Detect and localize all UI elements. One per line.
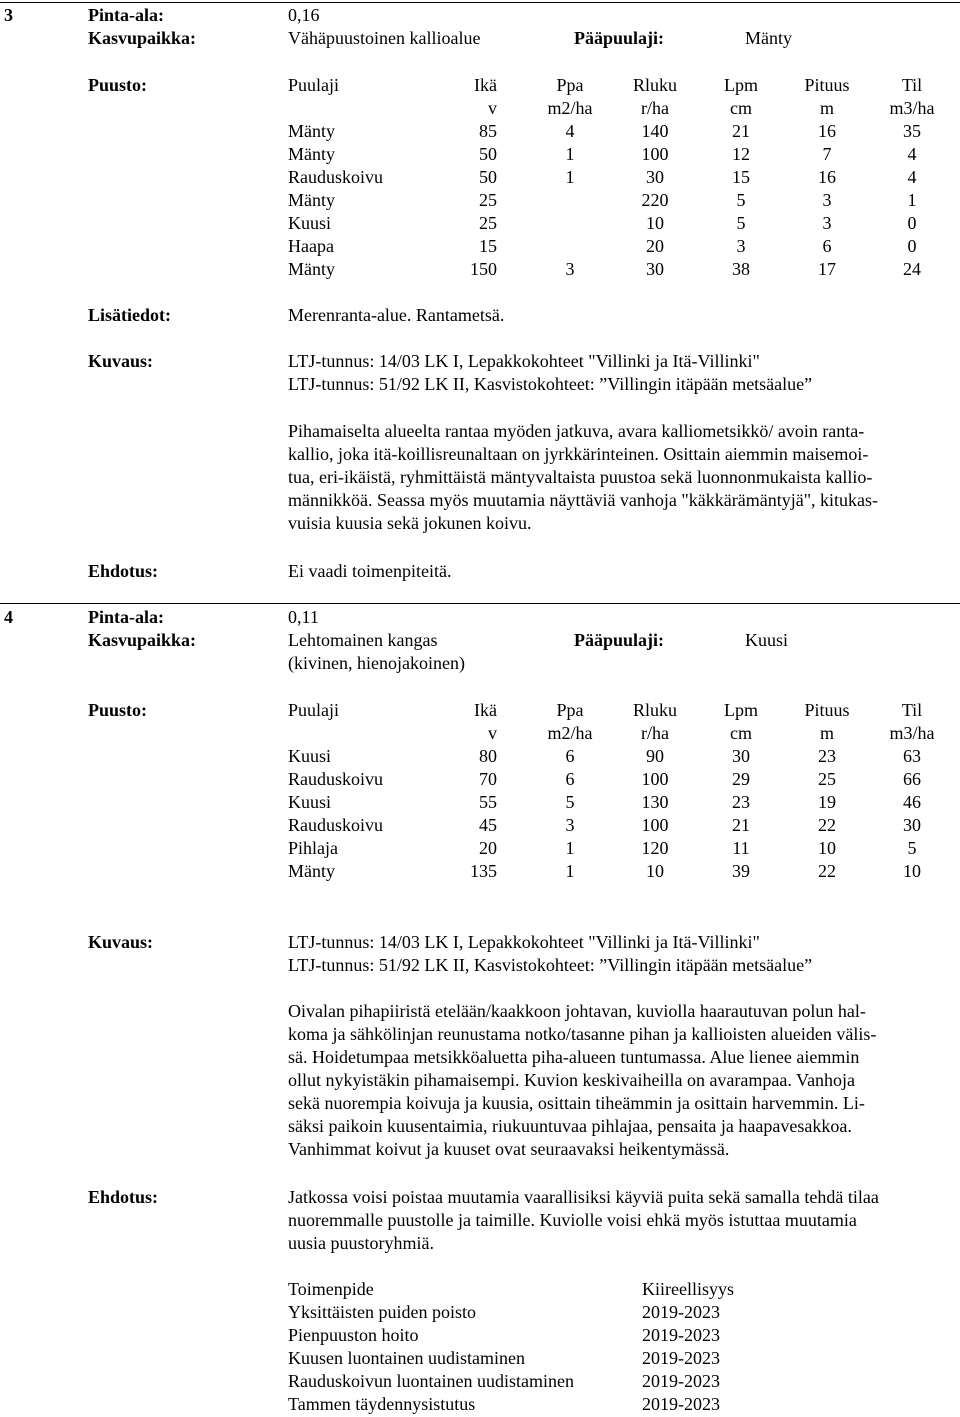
table-cell: 5 — [736, 190, 746, 210]
description-line: sekä nuorempia koivuja ja kuusia, osittain tiheämmin ja osittain harvemmin. Li- — [288, 1093, 865, 1113]
table-cell: 24 — [903, 259, 921, 279]
table-cell: 35 — [903, 121, 921, 141]
table-unit-cell: m3/ha — [889, 723, 935, 743]
description-ref-1: LTJ-tunnus: 14/03 LK I, Lepakkokohteet "Villinki ja Itä-Villinki" — [288, 932, 760, 952]
table-cell: 4 — [565, 121, 575, 141]
description-line: Vanhimmat koivut ja kuuset ovat seuraavaksi heikentymässä. — [288, 1139, 730, 1159]
table-cell: Mänty — [288, 861, 335, 881]
area-value: 0,11 — [288, 607, 319, 627]
site-value: Vähäpuustoinen kallioalue — [288, 28, 481, 48]
table-cell: 46 — [903, 792, 921, 812]
table-cell: 19 — [818, 792, 836, 812]
section-number: 3 — [4, 5, 13, 25]
proposal-line: uusia puustoryhmiä. — [288, 1233, 434, 1253]
description-line: koma ja sähkölinjan reunustama notko/tasanne pihan ja kallioisten alueiden välis- — [288, 1024, 877, 1044]
description-line: kallio, joka itä-koillisreunaltaan on jyrkkärinteinen. Osittain aiemmin maisemoi- — [288, 444, 869, 464]
table-unit-cell: cm — [730, 98, 752, 118]
description-ref-2: LTJ-tunnus: 51/92 LK II, Kasvistokohteet: ”Villingin itäpään metsäalue” — [288, 955, 813, 975]
proposal-label: Ehdotus: — [88, 1187, 159, 1207]
description-line: männikköä. Seassa myös muutamia näyttäviä vanhoja "käkkärämäntyjä", kitukas- — [288, 490, 879, 510]
measures-header-cell: Toimenpide — [288, 1279, 374, 1299]
table-header-cell: Ikä — [474, 700, 497, 720]
table-cell: 30 — [903, 815, 921, 835]
area-label: Pinta-ala: — [88, 607, 164, 627]
description-line: tua, eri-ikäistä, ryhmittäistä mäntyvaltaista puustoa sekä luonnonmukaista kallio- — [288, 467, 873, 487]
table-cell: 0 — [907, 236, 917, 256]
table-cell: 100 — [641, 144, 669, 164]
measures-cell: Kuusen luontainen uudistaminen — [288, 1348, 525, 1368]
measures-cell: Rauduskoivun luontainen uudistaminen — [288, 1371, 574, 1391]
table-cell: 20 — [479, 838, 497, 858]
description-line: ollut nykyistäkin pihamaisempi. Kuvion keskivaiheilla on avarampaa. Vanhoja — [288, 1070, 856, 1090]
table-unit-cell: m — [819, 98, 834, 118]
table-cell: Kuusi — [288, 213, 332, 233]
table-cell: 17 — [818, 259, 836, 279]
table-cell: 4 — [907, 144, 917, 164]
table-cell: 55 — [479, 792, 497, 812]
table-cell: 30 — [732, 746, 750, 766]
table-cell: 12 — [732, 144, 750, 164]
table-cell: 38 — [732, 259, 750, 279]
table-header-cell: Rluku — [632, 75, 677, 95]
table-cell: 0 — [907, 213, 917, 233]
measures-cell: Tammen täydennysistutus — [288, 1394, 476, 1414]
table-cell: 30 — [646, 167, 664, 187]
proposal-value: Ei vaadi toimenpiteitä. — [288, 561, 452, 581]
table-header-cell: Til — [901, 700, 923, 720]
table-header-cell: Ikä — [474, 75, 497, 95]
table-header-cell: Ppa — [556, 700, 584, 720]
area-label: Pinta-ala: — [88, 5, 164, 25]
table-cell: 100 — [641, 769, 669, 789]
measures-cell: 2019-2023 — [642, 1371, 720, 1391]
main-species-value: Kuusi — [745, 630, 789, 650]
table-cell: 1 — [565, 861, 575, 881]
table-cell: 3 — [565, 259, 575, 279]
table-unit-cell: m2/ha — [547, 98, 593, 118]
table-cell: 85 — [479, 121, 497, 141]
table-cell: 10 — [903, 861, 921, 881]
proposal-line: Jatkossa voisi poistaa muutamia vaarallisiksi käyviä puita sekä samalla tehdä tilaa — [288, 1187, 879, 1207]
table-cell: 1 — [907, 190, 917, 210]
main-species-label: Pääpuulaji: — [574, 28, 665, 48]
description-line: Pihamaiselta alueelta rantaa myöden jatkuva, avara kalliometsikkö/ avoin ranta- — [288, 421, 865, 441]
section-divider — [0, 2, 960, 3]
site-value-detail: (kivinen, hienojakoinen) — [288, 653, 465, 673]
measures-cell: 2019-2023 — [642, 1325, 720, 1345]
measures-cell: Yksittäisten puiden poisto — [288, 1302, 476, 1322]
table-cell: 29 — [732, 769, 750, 789]
table-cell: 3 — [822, 190, 832, 210]
table-cell: 150 — [470, 259, 497, 279]
table-cell: 6 — [565, 769, 575, 789]
table-cell: 6 — [822, 236, 832, 256]
table-cell: 21 — [732, 815, 750, 835]
table-unit-cell: v — [488, 723, 497, 743]
table-header-cell: Puulaji — [288, 700, 340, 720]
site-label: Kasvupaikka: — [88, 630, 197, 650]
proposal-line: nuoremmalle puustolle ja taimille. Kuviolle voisi ehkä myös istuttaa muutamia — [288, 1210, 857, 1230]
table-cell: 1 — [565, 144, 575, 164]
table-header-cell: Lpm — [724, 75, 758, 95]
stand-label: Puusto: — [88, 700, 148, 720]
table-cell: 63 — [903, 746, 921, 766]
measures-cell: Pienpuuston hoito — [288, 1325, 419, 1345]
table-cell: 21 — [732, 121, 750, 141]
table-cell: 50 — [479, 144, 497, 164]
table-unit-cell: r/ha — [641, 723, 669, 743]
table-cell: 5 — [736, 213, 746, 233]
table-cell: 25 — [818, 769, 836, 789]
table-cell: 10 — [818, 838, 836, 858]
table-cell: 80 — [479, 746, 497, 766]
main-species-value: Mänty — [745, 28, 792, 48]
table-header-cell: Pituus — [804, 75, 850, 95]
measures-cell: 2019-2023 — [642, 1302, 720, 1322]
table-header-cell: Pituus — [804, 700, 850, 720]
table-cell: 22 — [818, 861, 836, 881]
table-cell: 90 — [646, 746, 664, 766]
table-cell: 1 — [565, 167, 575, 187]
table-cell: 220 — [641, 190, 669, 210]
table-cell: 135 — [470, 861, 497, 881]
table-cell: 3 — [565, 815, 575, 835]
description-ref-1: LTJ-tunnus: 14/03 LK I, Lepakkokohteet "Villinki ja Itä-Villinki" — [288, 351, 760, 371]
main-species-label: Pääpuulaji: — [574, 630, 665, 650]
description-ref-2: LTJ-tunnus: 51/92 LK II, Kasvistokohteet: ”Villingin itäpään metsäalue” — [288, 374, 813, 394]
table-cell: 16 — [818, 167, 836, 187]
extra-info-value: Merenranta-alue. Rantametsä. — [288, 305, 505, 325]
table-cell: 4 — [907, 167, 917, 187]
description-text — [288, 420, 952, 535]
description-line: Oivalan pihapiiristä etelään/kaakkoon johtavan, kuviolla haarautuvan polun hal- — [288, 1001, 866, 1021]
table-cell: 3 — [736, 236, 746, 256]
table-cell: 10 — [646, 213, 664, 233]
table-cell: 23 — [732, 792, 750, 812]
table-cell: 140 — [641, 121, 669, 141]
table-cell: 15 — [732, 167, 750, 187]
table-cell: Rauduskoivu — [288, 769, 384, 789]
table-cell: Mänty — [288, 144, 335, 164]
proposal-label: Ehdotus: — [88, 561, 159, 581]
table-cell: 5 — [907, 838, 917, 858]
extra-info-label: Lisätiedot: — [88, 305, 171, 325]
table-unit-cell: m2/ha — [547, 723, 593, 743]
table-cell: 120 — [641, 838, 669, 858]
table-cell: 6 — [565, 746, 575, 766]
description-text — [288, 1000, 952, 1161]
table-cell: 10 — [646, 861, 664, 881]
table-header-cell: Ppa — [556, 75, 584, 95]
stand-label: Puusto: — [88, 75, 148, 95]
section-number: 4 — [4, 607, 13, 627]
table-cell: 100 — [641, 815, 669, 835]
table-unit-cell: m3/ha — [889, 98, 935, 118]
table-unit-cell: r/ha — [641, 98, 669, 118]
description-line: sä. Hoidetumpaa metsikköaluetta piha-alueen tuntumassa. Alue lienee aiemmin — [288, 1047, 860, 1067]
table-cell: 23 — [818, 746, 836, 766]
table-unit-cell: cm — [730, 723, 752, 743]
table-cell: 130 — [641, 792, 669, 812]
table-cell: Haapa — [288, 236, 334, 256]
table-cell: 66 — [903, 769, 921, 789]
table-cell: 25 — [479, 213, 497, 233]
table-cell: Kuusi — [288, 792, 332, 812]
table-cell: 30 — [646, 259, 664, 279]
table-cell: 25 — [479, 190, 497, 210]
table-header-cell: Lpm — [724, 700, 758, 720]
description-line: vuisia kuusia sekä jokunen koivu. — [288, 513, 532, 533]
table-cell: 11 — [732, 838, 750, 858]
table-cell: Mänty — [288, 190, 335, 210]
table-header-cell: Puulaji — [288, 75, 340, 95]
description-label: Kuvaus: — [88, 932, 154, 952]
table-cell: 70 — [479, 769, 497, 789]
section-divider — [0, 603, 960, 604]
description-label: Kuvaus: — [88, 351, 154, 371]
measures-cell: 2019-2023 — [642, 1348, 720, 1368]
table-cell: Pihlaja — [288, 838, 338, 858]
site-value: Lehtomainen kangas — [288, 630, 438, 650]
table-cell: 50 — [479, 167, 497, 187]
table-cell: 7 — [822, 144, 832, 164]
table-header-cell: Rluku — [632, 700, 677, 720]
table-unit-cell: m — [819, 723, 834, 743]
table-cell: 45 — [479, 815, 497, 835]
table-cell: Mänty — [288, 121, 335, 141]
proposal-text — [288, 1186, 952, 1255]
table-cell: 16 — [818, 121, 836, 141]
table-cell: 15 — [479, 236, 497, 256]
measures-header-cell: Kiireellisyys — [642, 1279, 734, 1299]
table-cell: 1 — [565, 838, 575, 858]
table-cell: Kuusi — [288, 746, 332, 766]
table-cell: 3 — [822, 213, 832, 233]
table-cell: Mänty — [288, 259, 335, 279]
table-cell: Rauduskoivu — [288, 167, 384, 187]
table-cell: Rauduskoivu — [288, 815, 384, 835]
measures-cell: 2019-2023 — [642, 1394, 720, 1414]
table-cell: 22 — [818, 815, 836, 835]
table-cell: 39 — [732, 861, 750, 881]
area-value: 0,16 — [288, 5, 320, 25]
table-cell: 20 — [646, 236, 664, 256]
description-line: säksi paikoin kuusentaimia, riukuuntuvaa pihlajaa, pensaita ja haapavesakkoa. — [288, 1116, 852, 1136]
table-cell: 5 — [565, 792, 575, 812]
table-header-cell: Til — [901, 75, 923, 95]
site-label: Kasvupaikka: — [88, 28, 197, 48]
table-unit-cell: v — [488, 98, 497, 118]
